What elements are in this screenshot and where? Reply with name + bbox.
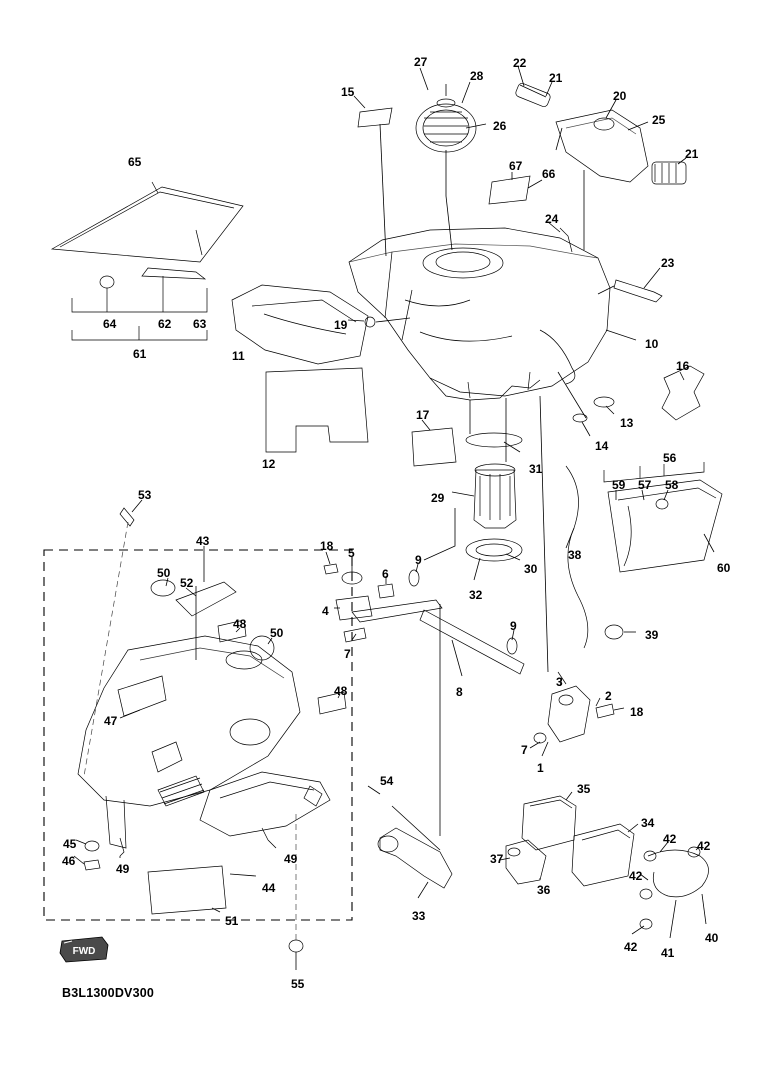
callout-number-34: 34	[641, 816, 655, 830]
callout-number-42: 42	[697, 839, 711, 853]
callout-number-63: 63	[193, 317, 207, 331]
part-24	[548, 222, 572, 252]
callout-number-21: 21	[685, 147, 699, 161]
callout-number-23: 23	[661, 256, 675, 270]
callout-number-14: 14	[595, 439, 609, 453]
callout-number-39: 39	[645, 628, 659, 642]
callout-number-64: 64	[103, 317, 117, 331]
part-20-21-22-25	[515, 66, 686, 250]
part-39	[605, 625, 636, 639]
callout-number-61: 61	[133, 347, 147, 361]
callout-number-20: 20	[613, 89, 627, 103]
part-fuel-cap-26	[416, 68, 486, 250]
callout-number-49: 49	[116, 862, 130, 876]
callout-number-3: 3	[556, 675, 563, 689]
callout-number-13: 13	[620, 416, 634, 430]
callout-number-53: 53	[138, 488, 152, 502]
callout-number-41: 41	[661, 946, 675, 960]
callout-number-10: 10	[645, 337, 659, 351]
callout-number-67: 67	[509, 159, 523, 173]
callout-number-28: 28	[470, 69, 484, 83]
callout-number-32: 32	[469, 588, 483, 602]
part-group-61	[52, 182, 243, 340]
callout-number-50: 50	[157, 566, 171, 580]
callout-number-60: 60	[717, 561, 731, 575]
callout-number-7: 7	[521, 743, 528, 757]
part-11-12	[232, 285, 368, 452]
part-19	[348, 317, 410, 327]
callout-number-22: 22	[513, 56, 527, 70]
part-44-51	[148, 866, 256, 914]
callout-number-18: 18	[320, 539, 334, 553]
callout-number-21: 21	[549, 71, 563, 85]
callout-number-27: 27	[414, 55, 428, 69]
dashed-group-box	[44, 550, 352, 920]
callout-number-29: 29	[431, 491, 445, 505]
leader-lines	[470, 330, 636, 672]
svg-text:FWD: FWD	[72, 946, 96, 957]
callout-number-48: 48	[233, 617, 247, 631]
callout-number-44: 44	[262, 881, 276, 895]
part-15	[354, 96, 392, 256]
callout-number-9: 9	[415, 553, 422, 567]
diagram-code: B3L1300DV300	[62, 986, 155, 1000]
callout-number-49: 49	[284, 852, 298, 866]
callout-number-9: 9	[510, 619, 517, 633]
part-fuel-tank-10	[349, 228, 610, 400]
part-bracket-1	[530, 672, 624, 756]
callout-number-7: 7	[344, 647, 351, 661]
part-53-43	[84, 500, 204, 776]
callout-number-4: 4	[322, 604, 329, 618]
callout-number-65: 65	[128, 155, 142, 169]
callout-number-6: 6	[382, 567, 389, 581]
callout-number-16: 16	[676, 359, 690, 373]
callout-number-42: 42	[629, 869, 643, 883]
part-13-14	[558, 372, 614, 436]
callout-number-59: 59	[612, 478, 626, 492]
callout-number-30: 30	[524, 562, 538, 576]
callout-number-2: 2	[605, 689, 612, 703]
callout-number-8: 8	[456, 685, 463, 699]
callout-number-40: 40	[705, 931, 719, 945]
callout-number-54: 54	[380, 774, 394, 788]
callout-number-5: 5	[348, 546, 355, 560]
callout-number-43: 43	[196, 534, 210, 548]
part-52-50-48	[151, 578, 346, 714]
callout-number-18: 18	[630, 705, 644, 719]
callout-number-37: 37	[490, 852, 504, 866]
callout-number-47: 47	[104, 714, 118, 728]
part-17	[412, 420, 456, 466]
callout-number-42: 42	[663, 832, 677, 846]
part-55	[289, 812, 303, 970]
part-23	[598, 268, 662, 302]
callout-number-35: 35	[577, 782, 591, 796]
callout-number-66: 66	[542, 167, 556, 181]
callout-number-1: 1	[537, 761, 544, 775]
part-rod-8	[324, 552, 524, 836]
callout-number-58: 58	[665, 478, 679, 492]
part-66-67	[489, 172, 542, 204]
callout-number-42: 42	[624, 940, 638, 954]
callout-number-50: 50	[270, 626, 284, 640]
callout-number-15: 15	[341, 85, 355, 99]
callout-number-46: 46	[62, 854, 76, 868]
callout-number-55: 55	[291, 977, 305, 991]
callout-number-25: 25	[652, 113, 666, 127]
callout-number-51: 51	[225, 914, 239, 928]
callout-number-57: 57	[638, 478, 652, 492]
fwd-badge	[58, 935, 110, 963]
part-canister-35	[500, 792, 709, 938]
callout-number-52: 52	[180, 576, 194, 590]
part-33-54	[368, 786, 452, 898]
part-fuel-pump-29	[424, 433, 522, 580]
callout-number-45: 45	[63, 837, 77, 851]
callout-number-36: 36	[537, 883, 551, 897]
callout-number-62: 62	[158, 317, 172, 331]
callout-number-19: 19	[334, 318, 348, 332]
callout-number-38: 38	[568, 548, 582, 562]
callout-number-33: 33	[412, 909, 426, 923]
part-45-46-49	[74, 828, 276, 870]
callout-number-48: 48	[334, 684, 348, 698]
callout-number-31: 31	[529, 462, 543, 476]
part-16	[662, 366, 704, 420]
callout-number-17: 17	[416, 408, 430, 422]
callout-number-11: 11	[232, 349, 245, 363]
callout-number-24: 24	[545, 212, 559, 226]
callout-number-12: 12	[262, 457, 276, 471]
callout-number-26: 26	[493, 119, 507, 133]
callout-number-56: 56	[663, 451, 677, 465]
